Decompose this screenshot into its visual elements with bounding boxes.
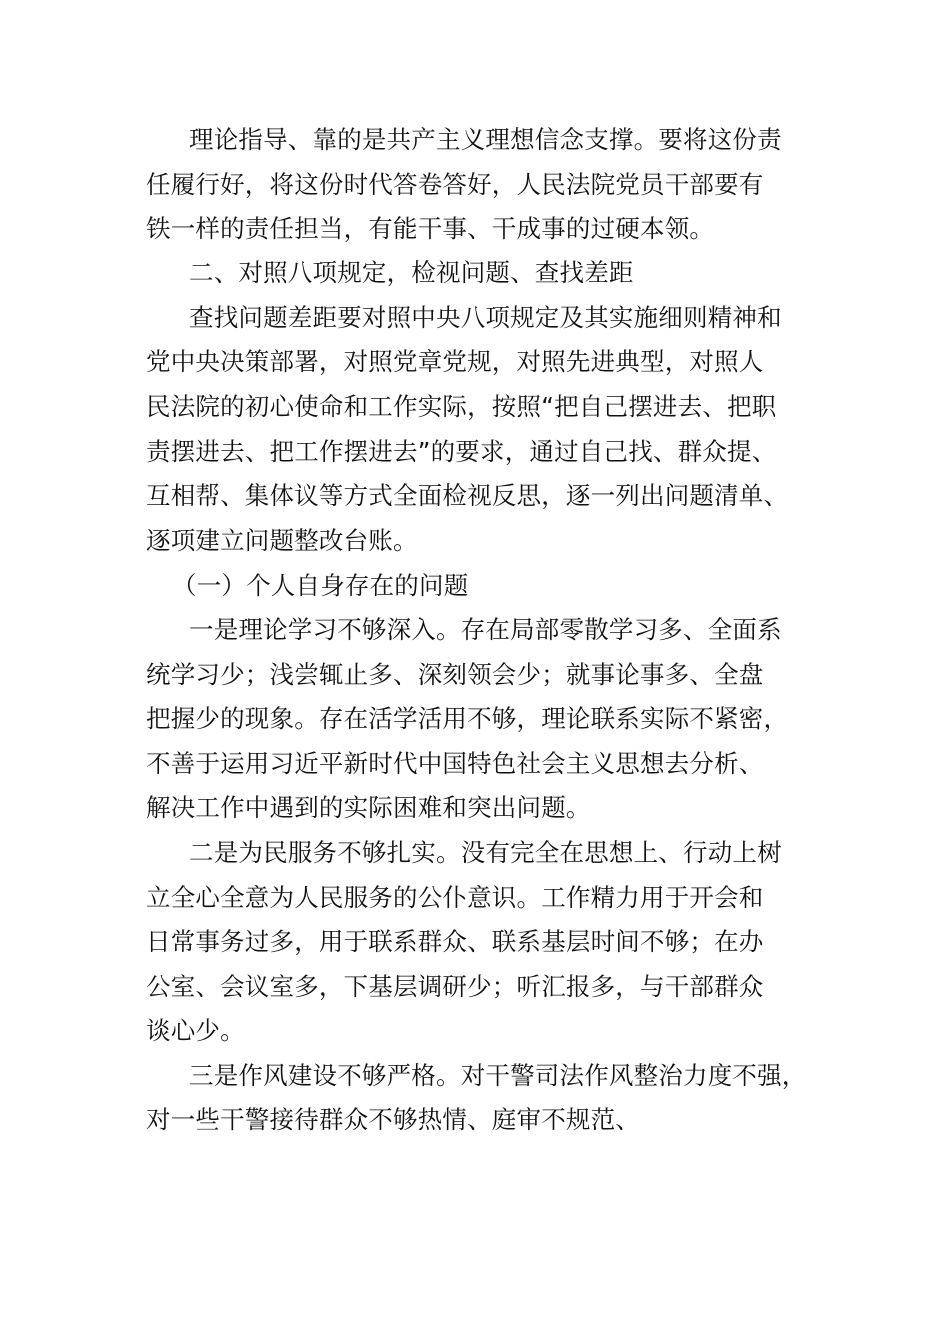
paragraph-line: 铁一样的责任担当，有能干事、干成事的过硬本领。	[146, 214, 715, 243]
paragraph-line: 党中央决策部署，对照党章党规，对照先进典型，对照人	[146, 347, 764, 376]
paragraph-line: 查找问题差距要对照中央八项规定及其实施细则精神和	[189, 303, 782, 332]
section-heading: 二、对照八项规定，检视问题、查找差距	[189, 258, 634, 287]
paragraph-line: 逐项建立问题整改台账。	[146, 526, 418, 555]
paragraph-line: 对一些干警接待群众不够热情、庭审不规范、	[146, 1105, 640, 1134]
subsection-heading: （一）个人自身存在的问题	[172, 571, 469, 600]
paragraph-line: 理论指导、靠的是共产主义理想信念支撑。要将这份责	[189, 125, 782, 154]
paragraph-line: 互相帮、集体议等方式全面检视反思，逐一列出问题清单、	[146, 481, 789, 510]
paragraph-line: 任履行好，将这份时代答卷答好，人民法院党员干部要有	[146, 170, 764, 199]
paragraph-line: 一是理论学习不够深入。存在局部零散学习多、全面系	[189, 615, 782, 644]
paragraph-line: 民法院的初心使命和工作实际，按照“把自己摆进去、把职	[146, 392, 777, 421]
paragraph-line: 统学习少；浅尝辄止多、深刻领会少；就事论事多、全盘	[146, 660, 764, 689]
paragraph-line: 日常事务过多，用于联系群众、联系基层时间不够；在办	[146, 927, 764, 956]
paragraph-line: 三是作风建设不够严格。对干警司法作风整治力度不强，	[189, 1061, 807, 1090]
paragraph-line: 把握少的现象。存在活学活用不够，理论联系实际不紧密，	[146, 704, 789, 733]
paragraph-line: 不善于运用习近平新时代中国特色社会主义思想去分析、	[146, 749, 764, 778]
paragraph-line: 公室、会议室多，下基层调研少；听汇报多，与干部群众	[146, 972, 764, 1001]
paragraph-line: 解决工作中遇到的实际困难和突出问题。	[146, 793, 591, 822]
paragraph-line: 二是为民服务不够扎实。没有完全在思想上、行动上树	[189, 838, 782, 867]
paragraph-line: 责摆进去、把工作摆进去”的要求，通过自己找、群众提、	[146, 437, 777, 466]
paragraph-line: 立全心全意为人民服务的公仆意识。工作精力用于开会和	[146, 883, 764, 912]
paragraph-line: 谈心少。	[146, 1016, 245, 1045]
